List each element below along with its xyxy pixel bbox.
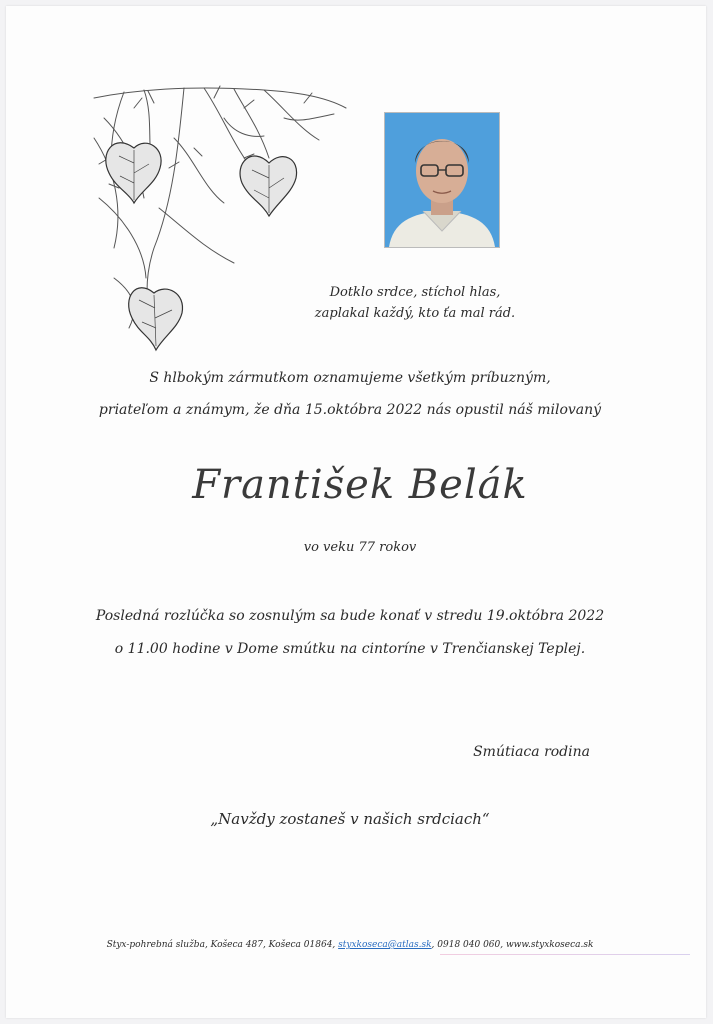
- footer-email-link[interactable]: styxkoseca@atlas.sk: [338, 940, 432, 950]
- obituary-page: [6, 6, 706, 1018]
- intro-line-1: S hlbokým zármutkom oznamujeme všetkým príbuzným,: [149, 370, 551, 386]
- farewell-line-2: o 11.00 hodine v Dome smútku na cintoríne v Trenčianskej Teplej.: [114, 641, 586, 657]
- deceased-age: vo veku 77 rokov: [303, 540, 417, 555]
- verse: [300, 282, 530, 324]
- family-signature: Smútiaca rodina: [473, 744, 590, 760]
- footer-address: Styx-pohrebná služba, Košeca 487, Košeca 01864,: [106, 940, 339, 950]
- announcement-intro: [50, 362, 650, 426]
- memorial-quote: „Navždy zostaneš v našich srdciach“: [210, 810, 490, 828]
- verse-line-2: zaplakal každý, kto ťa mal rád.: [314, 306, 516, 321]
- footer-divider: [440, 954, 690, 955]
- deceased-name: František Belák: [192, 462, 528, 508]
- funeral-service-footer: [50, 940, 650, 950]
- footer-contact: , 0918 040 060, www.styxkoseca.sk: [431, 940, 594, 950]
- verse-line-1: Dotklo srdce, stíchol hlas,: [329, 285, 501, 300]
- farewell-details: [50, 600, 650, 666]
- farewell-line-1: Posledná rozlúčka so zosnulým sa bude konať v stredu 19.októbra 2022: [95, 608, 605, 624]
- portrait-photo: [384, 112, 500, 248]
- intro-line-2: priateľom a známym, že dňa 15.októbra 2022 nás opustil náš milovaný: [98, 402, 602, 418]
